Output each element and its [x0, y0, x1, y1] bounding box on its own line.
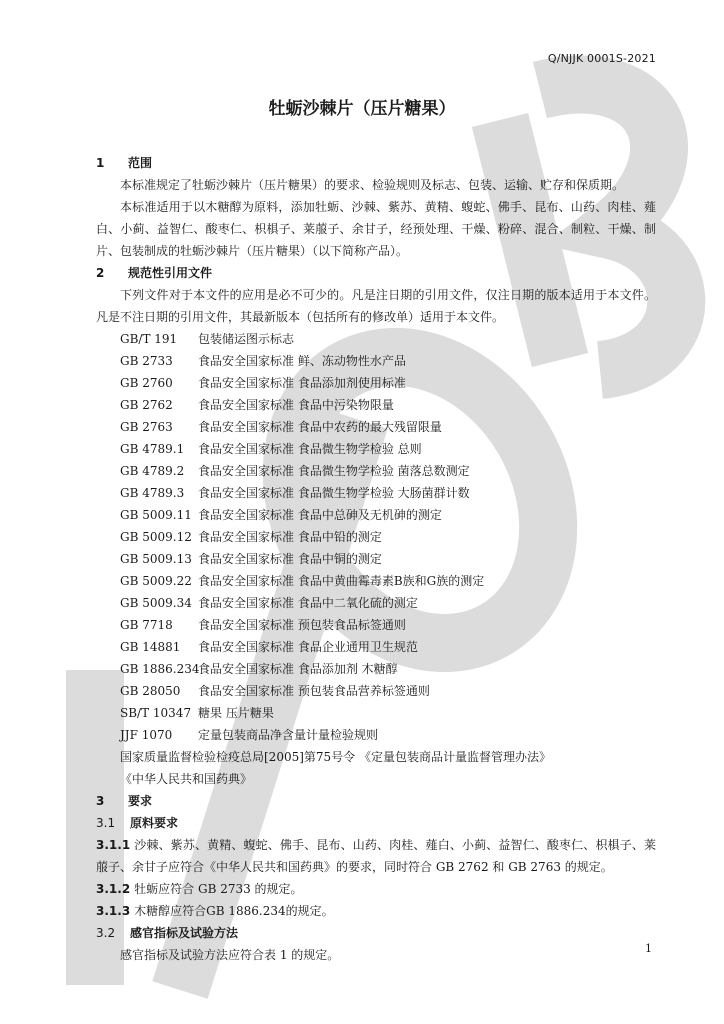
subsection-title: 感官指标及试验方法: [130, 926, 239, 940]
reference-item: [96, 328, 656, 350]
references-intro: 下列文件对于本文件的应用是必不可少的。凡是注日期的引用文件，仅注日期的版本适用于本文件。凡是不注日期的引用文件，其最新版本（包括所有的修改单）适用于本文件。: [96, 288, 656, 324]
reference-name: 食品安全国家标准 食品微生物学检验 菌落总数测定: [198, 464, 470, 478]
section-title: 要求: [128, 794, 153, 808]
reference-item: [96, 526, 656, 548]
reference-item: [96, 438, 656, 460]
reference-name: 食品安全国家标准 食品中农药的最大残留限量: [198, 420, 442, 434]
reference-item: [96, 372, 656, 394]
subsection-number: 3.1: [96, 816, 116, 830]
section-2-heading: [96, 262, 656, 284]
reference-item: [96, 724, 656, 746]
reference-name: 糖果 压片糖果: [198, 706, 274, 720]
reference-name: 定量包装商品净含量计量检验规则: [198, 728, 379, 742]
reference-name: 食品安全国家标准 食品中总砷及无机砷的测定: [198, 508, 442, 522]
reference-item: [96, 350, 656, 372]
clause-text: 牡蛎应符合 GB 2733 的规定。: [134, 882, 303, 896]
reference-code: GB 7718: [120, 618, 173, 632]
reference-item: [96, 460, 656, 482]
reference-pharmacopoeia: 《中华人民共和国药典》: [120, 772, 253, 786]
section-1-heading: [96, 152, 656, 174]
reference-item: [96, 482, 656, 504]
clause-number: 3.1.1: [96, 838, 131, 852]
reference-name: 食品安全国家标准 预包装食品标签通则: [198, 618, 406, 632]
section-3-heading: [96, 790, 656, 812]
reference-code: GB 5009.12: [120, 530, 192, 544]
reference-code: GB/T 191: [120, 332, 178, 346]
reference-name: 食品安全国家标准 食品中二氧化硫的测定: [198, 596, 418, 610]
reference-name: 食品安全国家标准 食品中污染物限量: [198, 398, 394, 412]
reference-code: GB 4789.2: [120, 464, 185, 478]
clause-3-1-2: [96, 878, 656, 900]
reference-code: GB 14881: [120, 640, 181, 654]
reference-item: [96, 570, 656, 592]
scope-paragraph-2: 本标准适用于以木糖醇为原料，添加牡蛎、沙棘、紫苏、黄精、蝮蛇、佛手、昆布、山药、肉桂、薤白、小蓟、益智仁、酸枣仁、枳椇子、莱菔子、余甘子，经预处理、干燥、粉碎、混合、制粒、干燥、制片、包装制成的牡蛎沙棘片（压片糖果）（以下简称产品）。: [96, 200, 656, 258]
reference-item: [96, 614, 656, 636]
clause-number: 3.1.2: [96, 882, 131, 896]
reference-item: [96, 658, 656, 680]
reference-item: [96, 548, 656, 570]
reference-code: GB 2763: [120, 420, 173, 434]
clause-3-1-1: [96, 834, 656, 878]
reference-name: 食品安全国家标准 食品中黄曲霉毒素B族和G族的测定: [198, 574, 485, 588]
reference-item: [96, 416, 656, 438]
reference-code: GB 1886.234: [120, 662, 200, 676]
reference-code: JJF 1070: [120, 728, 173, 742]
reference-name: 食品安全国家标准 食品添加剂使用标准: [198, 376, 406, 390]
scope-paragraph-1: 本标准规定了牡蛎沙棘片（压片糖果）的要求、检验规则及标志、包装、运输、贮存和保质期。: [120, 178, 625, 192]
clause-text: 沙棘、紫苏、黄精、蝮蛇、佛手、昆布、山药、肉桂、薤白、小蓟、益智仁、酸枣仁、枳椇子、莱菔子、余甘子应符合《中华人民共和国药典》的要求，同时符合 GB 2762 和 GB 2763 的规定。: [96, 838, 656, 874]
reference-name: 食品安全国家标准 食品中铅的测定: [198, 530, 382, 544]
clause-text: 木糖醇应符合GB 1886.234的规定。: [134, 904, 334, 918]
reference-code: GB 5009.22: [120, 574, 192, 588]
reference-code: GB 5009.34: [120, 596, 192, 610]
clause-number: 3.1.3: [96, 904, 131, 918]
reference-code: SB/T 10347: [120, 706, 192, 720]
reference-code: GB 2762: [120, 398, 173, 412]
reference-name: 食品安全国家标准 食品中铜的测定: [198, 552, 382, 566]
reference-code: GB 2733: [120, 354, 173, 368]
reference-name: 食品安全国家标准 食品企业通用卫生规范: [198, 640, 418, 654]
reference-code: GB 5009.11: [120, 508, 192, 522]
reference-list: [96, 328, 656, 746]
reference-name: 食品安全国家标准 食品微生物学检验 总则: [198, 442, 422, 456]
reference-name: 食品安全国家标准 预包装食品营养标签通则: [198, 684, 430, 698]
reference-item: [96, 636, 656, 658]
reference-regulation: 国家质量监督检验检疫总局[2005]第75号令 《定量包装商品计量监督管理办法》: [120, 750, 551, 764]
reference-name: 包装储运图示标志: [198, 332, 295, 346]
reference-code: GB 28050: [120, 684, 181, 698]
section-title: 规范性引用文件: [128, 266, 213, 280]
reference-name: 食品安全国家标准 食品添加剂 木糖醇: [198, 662, 398, 676]
subsection-title: 原料要求: [130, 816, 179, 830]
reference-name: 食品安全国家标准 鲜、冻动物性水产品: [198, 354, 406, 368]
section-number: 2: [96, 266, 105, 280]
reference-item: [96, 592, 656, 614]
reference-code: GB 2760: [120, 376, 173, 390]
clause-3-1-3: [96, 900, 656, 922]
section-3-2-heading: [96, 922, 656, 944]
section-number: 3: [96, 794, 105, 808]
reference-item: [96, 394, 656, 416]
reference-item: [96, 504, 656, 526]
section-number: 1: [96, 156, 105, 170]
section-3-1-heading: [96, 812, 656, 834]
reference-item: [96, 702, 656, 724]
standard-code: Q/NJJK 0001S-2021: [547, 52, 656, 65]
sensory-intro: 感官指标及试验方法应符合表 1 的规定。: [120, 948, 340, 962]
reference-code: GB 5009.13: [120, 552, 192, 566]
reference-code: GB 4789.1: [120, 442, 185, 456]
document-body: [96, 152, 656, 966]
document-title: 牡蛎沙棘片（压片糖果）: [268, 99, 456, 119]
section-title: 范围: [128, 156, 153, 170]
subsection-number: 3.2: [96, 926, 116, 940]
reference-code: GB 4789.3: [120, 486, 185, 500]
reference-item: [96, 680, 656, 702]
page-number: 1: [645, 942, 652, 955]
reference-name: 食品安全国家标准 食品微生物学检验 大肠菌群计数: [198, 486, 470, 500]
